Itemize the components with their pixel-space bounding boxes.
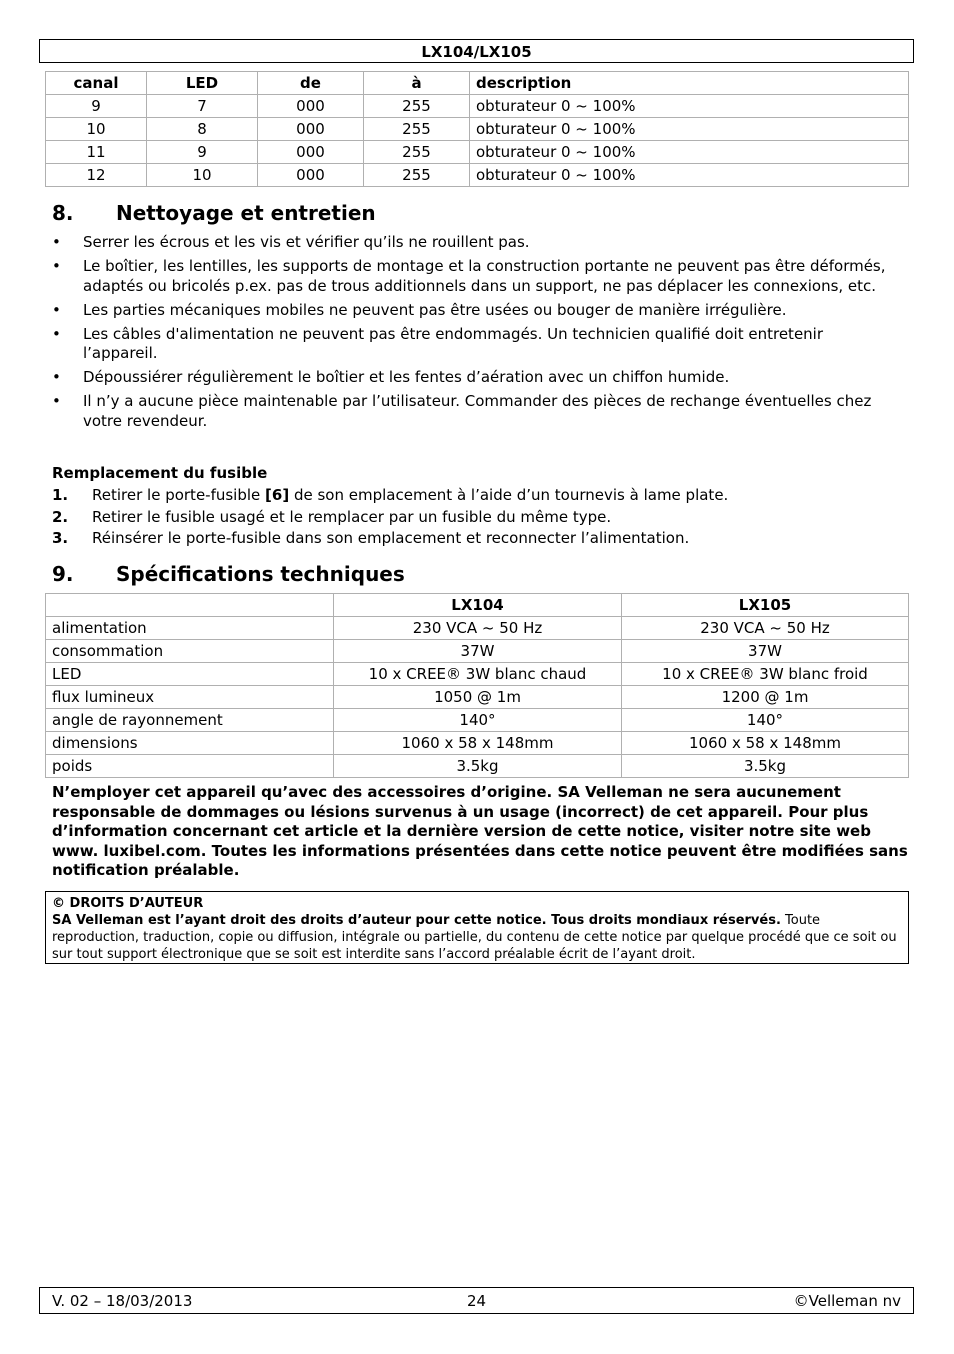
list-item: [52, 325, 892, 364]
column-header-led: LED: [147, 72, 258, 95]
copyright-title: © DROITS D’AUTEUR: [52, 896, 204, 911]
section-9-heading: [52, 562, 405, 586]
column-header-empty: [46, 594, 334, 617]
table-cell: 12: [46, 164, 147, 187]
list-item: [52, 257, 892, 296]
bullet-icon: •: [52, 368, 61, 386]
table-cell: 9: [147, 141, 258, 164]
list-item-text: Les câbles d'alimentation ne peuvent pas être endommagés. Un technicien qualifié doit entretenir l’appareil.: [83, 324, 824, 362]
table-cell: obturateur 0 ~ 100%: [470, 164, 909, 187]
page-number: 24: [466, 1292, 487, 1310]
table-cell: 000: [258, 95, 364, 118]
table-row: [46, 640, 909, 663]
table-cell: 37W: [622, 640, 909, 663]
copyright-box: [45, 891, 909, 964]
header-title: LX104/LX105: [421, 43, 532, 61]
table-cell: 230 VCA ~ 50 Hz: [334, 617, 622, 640]
table-row: [46, 141, 909, 164]
table-cell: 140°: [622, 709, 909, 732]
step-number: 3.: [52, 529, 69, 547]
table-header-row: [46, 594, 909, 617]
section-number: 9.: [52, 562, 74, 586]
table-row: [46, 118, 909, 141]
page-footer: [39, 1287, 914, 1314]
maintenance-list: [52, 233, 892, 436]
table-header-row: [46, 72, 909, 95]
table-cell: poids: [46, 755, 334, 778]
table-row: [46, 686, 909, 709]
table-cell: 11: [46, 141, 147, 164]
list-item-text: Il n’y a aucune pièce maintenable par l’utilisateur. Commander des pièces de rechange éventuelles chez votre revendeur.: [83, 392, 872, 430]
table-cell: 1050 @ 1m: [334, 686, 622, 709]
step-number: 2.: [52, 507, 69, 526]
table-cell: 1060 x 58 x 148mm: [334, 732, 622, 755]
list-item: [52, 528, 902, 550]
fuse-replacement-subheading: Remplacement du fusible: [52, 464, 268, 482]
step-text: Réinsérer le porte-fusible dans son emplacement et reconnecter l’alimentation.: [92, 529, 690, 547]
list-item-text: Dépoussiérer régulièrement le boîtier et les fentes d’aération avec un chiffon humide.: [83, 368, 730, 386]
table-cell: consommation: [46, 640, 334, 663]
step-text: Retirer le fusible usagé et le remplacer par un fusible du même type.: [92, 507, 612, 526]
bullet-icon: •: [52, 257, 61, 275]
table-cell: obturateur 0 ~ 100%: [470, 141, 909, 164]
table-row: [46, 663, 909, 686]
table-cell: 230 VCA ~ 50 Hz: [622, 617, 909, 640]
list-item: [52, 392, 892, 431]
list-item: [52, 233, 892, 253]
column-header-description: description: [470, 72, 909, 95]
section-title: Nettoyage et entretien: [116, 201, 376, 225]
section-title: Spécifications techniques: [116, 562, 405, 586]
table-cell: 10: [46, 118, 147, 141]
table-cell: obturateur 0 ~ 100%: [470, 118, 909, 141]
column-header-canal: canal: [46, 72, 147, 95]
table-cell: 000: [258, 118, 364, 141]
table-cell: 37W: [334, 640, 622, 663]
copyright-body: [52, 912, 902, 963]
copyright-bold-text: SA Velleman est l’ayant droit des droits d’auteur pour cette notice. Tous droits mondiaux réservés.: [52, 913, 781, 928]
table-cell: dimensions: [46, 732, 334, 755]
step-text-end: de son emplacement à l’aide d’un tournevis à lame plate.: [289, 486, 729, 504]
table-cell: LED: [46, 663, 334, 686]
list-item: [52, 507, 902, 529]
list-item-text: Les parties mécaniques mobiles ne peuvent pas être usées ou bouger de manière irrégulière.: [83, 300, 787, 319]
table-cell: angle de rayonnement: [46, 709, 334, 732]
copyright-text: Toute reproduction, traduction, copie ou diffusion, intégrale ou partielle, du contenu de cette notice par quelque procédé que ce soit ou sur tout support électronique que se soit est interdite sans l’accord préalable écrit de l’ayant droit.: [52, 913, 897, 962]
table-cell: 9: [46, 95, 147, 118]
table-cell: 7: [147, 95, 258, 118]
table-cell: 8: [147, 118, 258, 141]
table-row: [46, 755, 909, 778]
column-header-lx105: LX105: [622, 594, 909, 617]
table-cell: 10 x CREE® 3W blanc chaud: [334, 663, 622, 686]
bullet-icon: •: [52, 392, 61, 410]
table-cell: 1060 x 58 x 148mm: [622, 732, 909, 755]
usage-notice: N’employer cet appareil qu’avec des accessoires d’origine. SA Velleman ne sera aucunement responsable de dommages ou lésions survenus à un usage (incorrect) de cet appareil. Pour plus d’information concernant cet article et la dernière version de cette notice, visiter notre site web www. luxibel.com. Toutes les informations présentées dans cette notice peuvent être modifiées sans notification préalable.: [52, 783, 908, 879]
table-cell: obturateur 0 ~ 100%: [470, 95, 909, 118]
table-cell: 140°: [334, 709, 622, 732]
step-reference: [6]: [265, 486, 290, 504]
table-cell: 255: [364, 164, 470, 187]
page-header: [39, 39, 914, 63]
step-number: 1.: [52, 486, 69, 504]
table-cell: alimentation: [46, 617, 334, 640]
table-cell: 1200 @ 1m: [622, 686, 909, 709]
table-row: [46, 95, 909, 118]
section-8-heading: [52, 201, 376, 225]
bullet-icon: •: [52, 324, 61, 343]
specifications-table: [45, 593, 909, 778]
table-row: [46, 709, 909, 732]
bullet-icon: •: [52, 300, 61, 319]
table-cell: 3.5kg: [334, 755, 622, 778]
company-name: ©Velleman nv: [793, 1292, 901, 1310]
list-item: [52, 485, 902, 507]
bullet-icon: •: [52, 233, 61, 251]
section-number: 8.: [52, 201, 74, 225]
fuse-steps-list: [52, 485, 902, 550]
column-header-de: de: [258, 72, 364, 95]
table-cell: 255: [364, 118, 470, 141]
table-cell: 255: [364, 95, 470, 118]
table-cell: 255: [364, 141, 470, 164]
step-text: Retirer le porte-fusible: [92, 486, 266, 504]
list-item-text: Serrer les écrous et les vis et vérifier qu’ils ne rouillent pas.: [83, 233, 530, 251]
document-version: V. 02 – 18/03/2013: [52, 1292, 193, 1310]
table-row: [46, 732, 909, 755]
list-item-text: Le boîtier, les lentilles, les supports de montage et la construction portante ne peuvent pas être déformés, adaptés ou bricolés p.ex. pas de trous additionnels dans un support, ne pas déplacer les connexions, etc.: [83, 257, 886, 295]
table-row: [46, 617, 909, 640]
table-cell: 3.5kg: [622, 755, 909, 778]
column-header-lx104: LX104: [334, 594, 622, 617]
list-item: [52, 368, 892, 388]
list-item: [52, 301, 892, 321]
table-cell: 000: [258, 164, 364, 187]
table-cell: 10 x CREE® 3W blanc froid: [622, 663, 909, 686]
table-cell: flux lumineux: [46, 686, 334, 709]
table-cell: 000: [258, 141, 364, 164]
table-cell: 10: [147, 164, 258, 187]
table-row: [46, 164, 909, 187]
column-header-a: à: [364, 72, 470, 95]
dmx-channel-table: [45, 71, 909, 187]
